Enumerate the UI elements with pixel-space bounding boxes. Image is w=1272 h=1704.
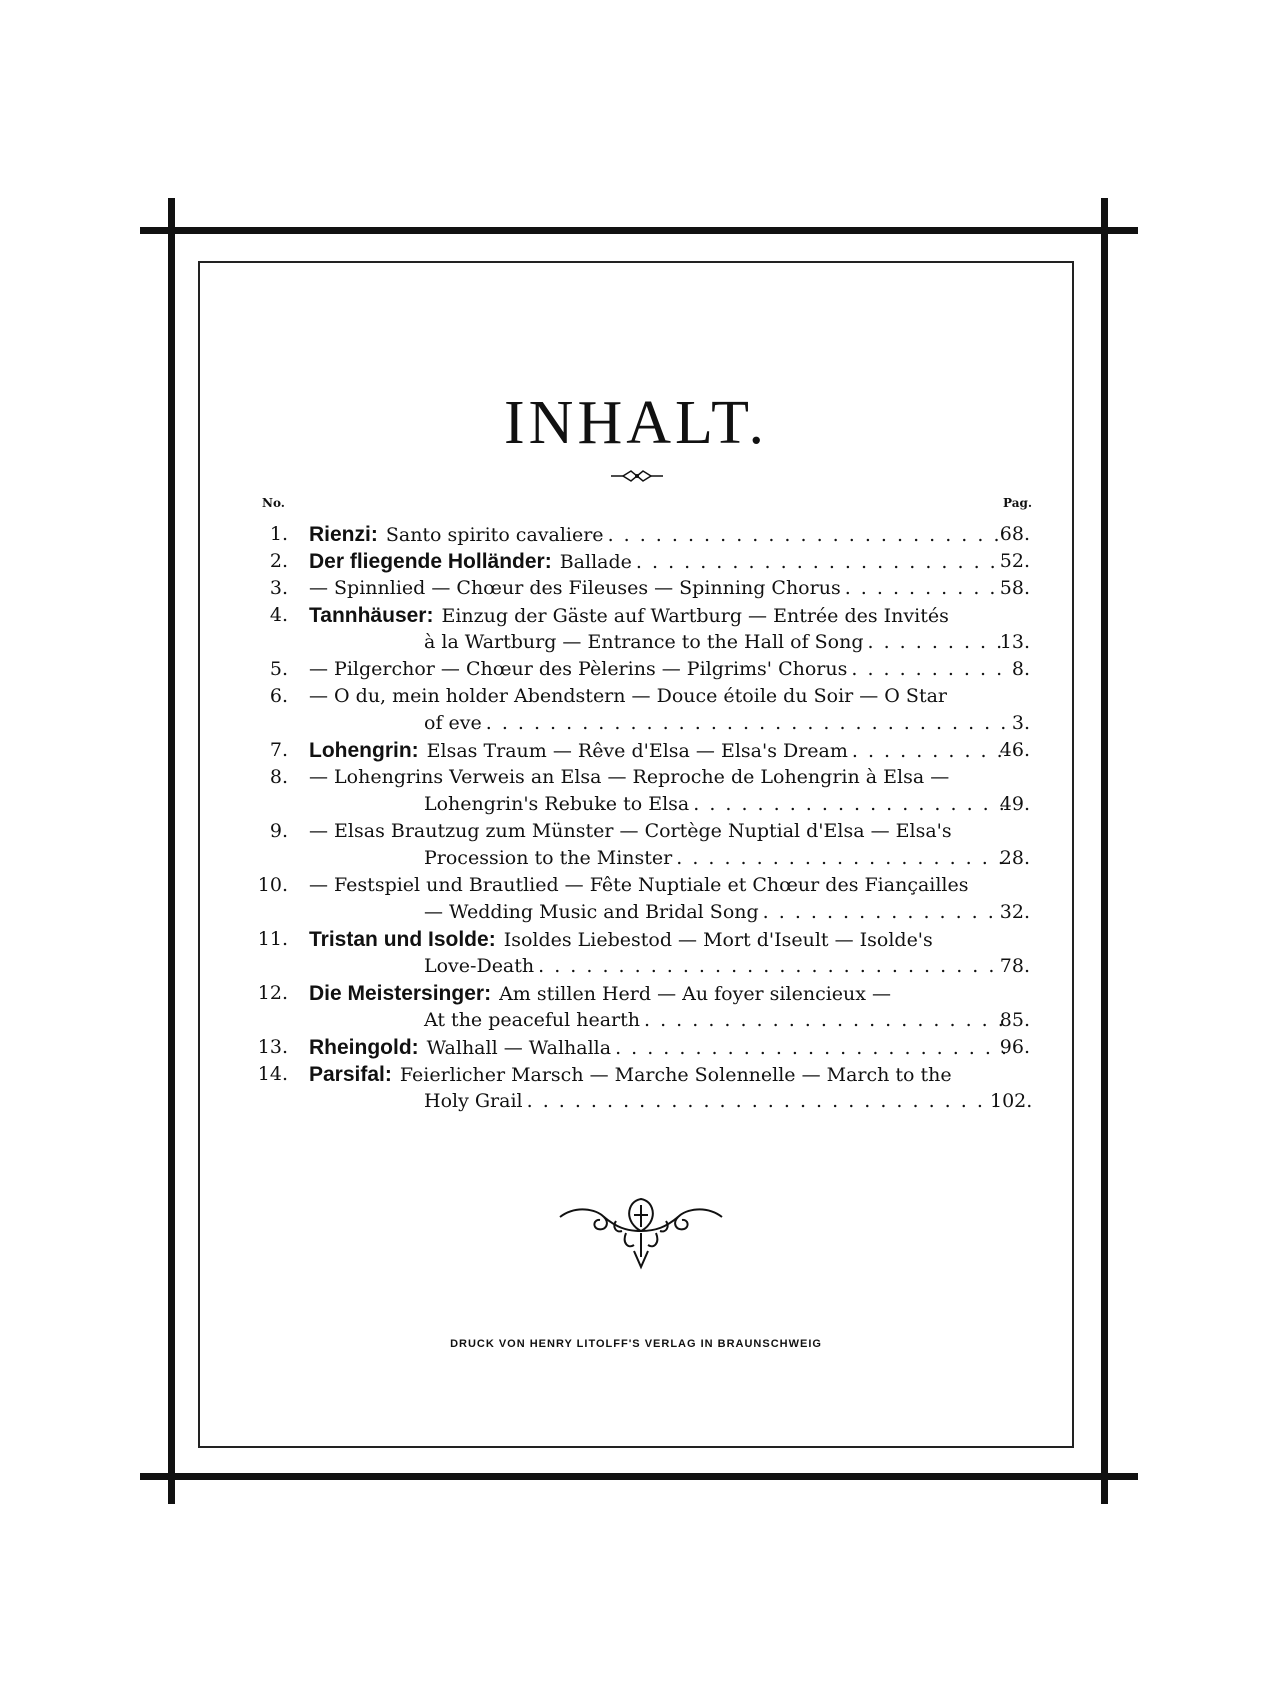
toc-entry-continuation — [250, 953, 1030, 980]
toc-entry — [250, 764, 1030, 791]
opera-title: Rheingold: — [309, 1036, 419, 1059]
toc-entry — [250, 602, 1030, 629]
entry-text — [309, 683, 1035, 710]
piece-title: Santo spirito cavaliere — [385, 524, 604, 546]
entry-text — [309, 1061, 1035, 1089]
leader-dots — [615, 1035, 1005, 1062]
entry-text — [424, 710, 1005, 737]
piece-title: Elsas Traum — Rêve d'Elsa — Elsa's Dream — [426, 740, 848, 762]
piece-title: Einzug der Gäste auf Wartburg — Entrée des Invités — [441, 605, 949, 627]
frame-bottom-rule — [140, 1473, 1138, 1480]
page-number: 28. — [999, 847, 1030, 869]
entry-text — [424, 1007, 1005, 1034]
entry-number: 13. — [257, 1036, 288, 1058]
page-number: 68. — [999, 523, 1030, 545]
leader-dots — [608, 522, 1005, 549]
piece-title: — O du, mein holder Abendstern — Douce étoile du Soir — O Star — [309, 685, 947, 707]
piece-title: — Pilgerchor — Chœur des Pèlerins — Pilgrims' Chorus — [309, 658, 848, 680]
entry-text — [424, 953, 1005, 980]
piece-title: Holy Grail — [424, 1090, 523, 1112]
toc-entry — [250, 683, 1030, 710]
piece-title: — Wedding Music and Bridal Song — [424, 901, 759, 923]
entry-number: 1. — [269, 523, 288, 545]
piece-title: Feierlicher Marsch — Marche Solennelle — March to the — [399, 1064, 952, 1086]
entry-number: 9. — [269, 820, 288, 842]
page-number: 46. — [999, 739, 1030, 761]
piece-title: — Spinnlied — Chœur des Fileuses — Spinning Chorus — [309, 577, 841, 599]
piece-title: Ballade — [559, 551, 632, 573]
page-number: 3. — [1011, 712, 1030, 734]
page-number: 96. — [999, 1036, 1030, 1058]
leader-dots — [852, 738, 1005, 765]
entry-text — [424, 1088, 1005, 1115]
toc-entry — [250, 575, 1030, 602]
entry-number: 5. — [269, 658, 288, 680]
page-number: 52. — [999, 550, 1030, 572]
entry-number: 14. — [257, 1063, 288, 1085]
entry-text — [309, 602, 1035, 630]
toc-entry-continuation — [250, 845, 1030, 872]
entry-text — [424, 845, 1005, 872]
entry-text — [309, 1034, 1005, 1062]
opera-title: Tannhäuser: — [309, 604, 434, 627]
entry-number: 11. — [257, 928, 288, 950]
piece-title: At the peaceful hearth — [424, 1009, 640, 1031]
entry-number: 7. — [269, 739, 288, 761]
piece-title: — Elsas Brautzug zum Münster — Cortège Nuptial d'Elsa — Elsa's — [309, 820, 952, 842]
title-ornament-icon — [611, 469, 663, 483]
entry-text — [309, 872, 1035, 899]
scroll-ornament-icon — [556, 1187, 726, 1277]
opera-title: Die Meistersinger: — [309, 982, 492, 1005]
frame-top-rule — [140, 227, 1138, 234]
toc-entry — [250, 1061, 1030, 1088]
piece-title: of eve — [424, 712, 482, 734]
leader-dots — [486, 710, 1005, 737]
piece-title: — Festspiel und Brautlied — Fête Nuptiale et Chœur des Fiançailles — [309, 874, 969, 896]
toc-entry — [250, 656, 1030, 683]
opera-title: Parsifal: — [309, 1063, 392, 1086]
column-header-number: No. — [262, 496, 285, 510]
opera-title: Rienzi: — [309, 523, 378, 546]
table-of-contents — [250, 521, 1033, 1115]
entry-text — [424, 629, 1005, 656]
opera-title: Tristan und Isolde: — [309, 928, 496, 951]
toc-entry — [250, 1034, 1030, 1061]
entry-number: 12. — [257, 982, 288, 1004]
piece-title: Procession to the Minster — [424, 847, 673, 869]
entry-number: 10. — [257, 874, 288, 896]
leader-dots — [538, 953, 1005, 980]
entry-number: 4. — [269, 604, 288, 626]
toc-entry — [250, 818, 1030, 845]
toc-entry — [250, 926, 1030, 953]
toc-entry-continuation — [250, 629, 1030, 656]
page-number: 13. — [999, 631, 1030, 653]
toc-entry — [250, 521, 1030, 548]
entry-number: 8. — [269, 766, 288, 788]
toc-entry-continuation — [250, 1007, 1030, 1034]
toc-entry — [250, 872, 1030, 899]
entry-text — [309, 521, 1005, 549]
entry-text — [309, 764, 1035, 791]
page-number: 102. — [990, 1090, 1033, 1112]
toc-entry-continuation — [250, 791, 1030, 818]
piece-title: Walhall — Walhalla — [426, 1037, 612, 1059]
page-number: 58. — [999, 577, 1030, 599]
entry-text — [309, 926, 1035, 954]
leader-dots — [527, 1088, 1005, 1115]
page-number: 85. — [999, 1009, 1030, 1031]
page-number: 32. — [999, 901, 1030, 923]
leader-dots — [644, 1007, 1005, 1034]
entry-text — [309, 737, 1005, 765]
entry-text — [309, 980, 1035, 1008]
toc-entry-continuation — [250, 710, 1030, 737]
opera-title: Lohengrin: — [309, 739, 419, 762]
entry-text — [424, 899, 1005, 926]
toc-entry — [250, 980, 1030, 1007]
entry-number: 2. — [269, 550, 288, 572]
piece-title: à la Wartburg — Entrance to the Hall of Song — [424, 631, 864, 653]
entry-text — [309, 548, 1005, 576]
piece-title: — Lohengrins Verweis an Elsa — Reproche de Lohengrin à Elsa — — [309, 766, 950, 788]
column-header-page: Pag. — [1003, 496, 1033, 510]
page-number: 8. — [1011, 658, 1030, 680]
piece-title: Love-Death — [424, 955, 535, 977]
leader-dots — [851, 656, 1005, 683]
entry-number: 6. — [269, 685, 288, 707]
toc-entry — [250, 737, 1030, 764]
toc-entry-continuation — [250, 899, 1030, 926]
page-title: INHALT. — [504, 389, 768, 457]
piece-title: Isoldes Liebestod — Mort d'Iseult — Isolde's — [503, 929, 933, 951]
entry-text — [309, 818, 1035, 845]
leader-dots — [868, 629, 1006, 656]
page-number: 78. — [999, 955, 1030, 977]
printer-footer: DRUCK VON HENRY LITOLFF'S VERLAG IN BRAUNSCHWEIG — [450, 1338, 822, 1350]
piece-title: Lohengrin's Rebuke to Elsa — [424, 793, 690, 815]
entry-text — [424, 791, 1005, 818]
opera-title: Der fliegende Holländer: — [309, 550, 552, 573]
piece-title: Am stillen Herd — Au foyer silencieux — — [499, 983, 892, 1005]
toc-entry-continuation — [250, 1088, 1033, 1115]
leader-dots — [676, 845, 1005, 872]
entry-number: 3. — [269, 577, 288, 599]
leader-dots — [693, 791, 1005, 818]
leader-dots — [845, 575, 1005, 602]
entry-text — [309, 575, 1005, 602]
page-number: 49. — [999, 793, 1030, 815]
leader-dots — [636, 549, 1005, 576]
toc-entry — [250, 548, 1030, 575]
leader-dots — [763, 899, 1005, 926]
entry-text — [309, 656, 1005, 683]
